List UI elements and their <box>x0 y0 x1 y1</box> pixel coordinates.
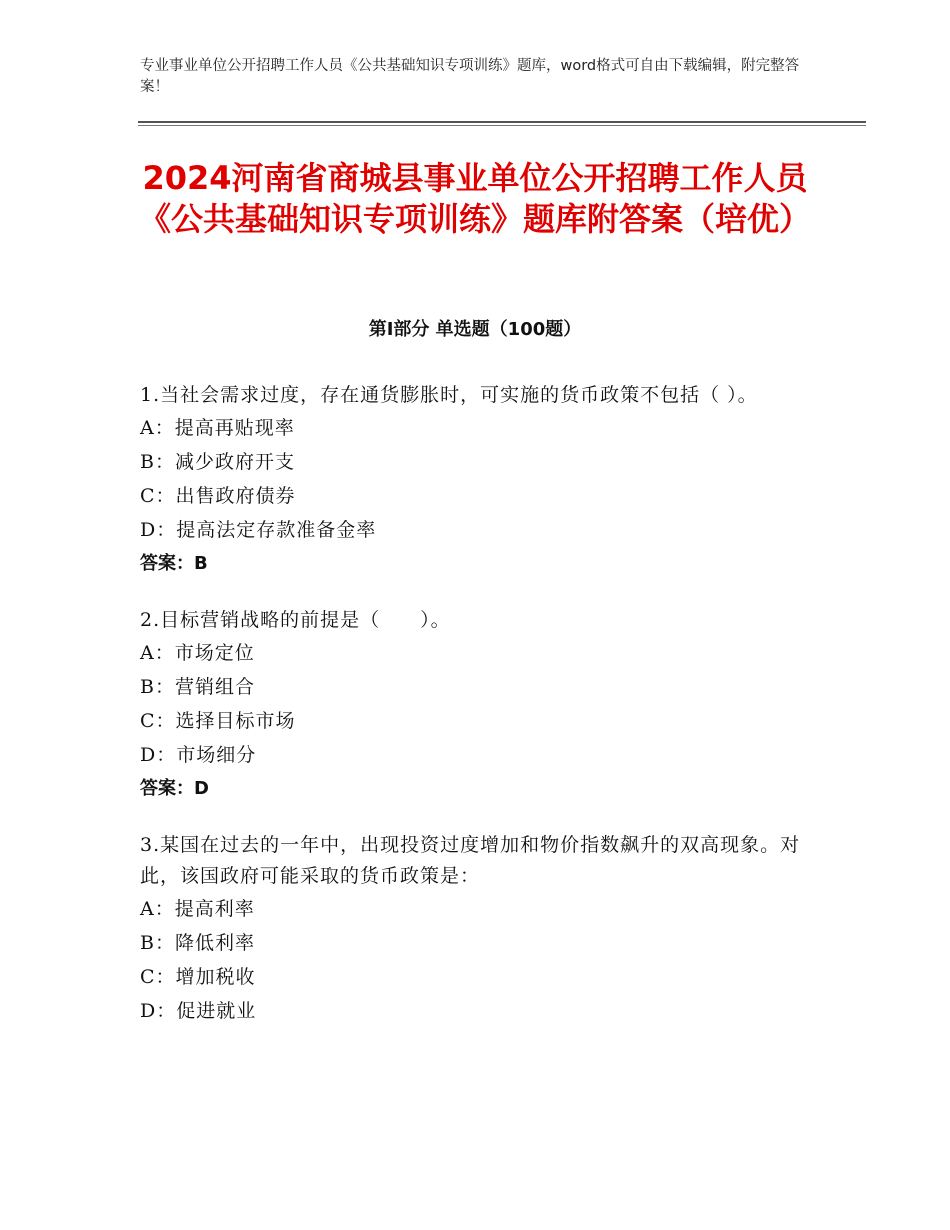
header-rule <box>138 121 866 123</box>
option-b: B：降低利率 <box>140 932 255 954</box>
section-title: 第Ⅰ部分 单选题（100题） <box>368 319 582 340</box>
option-b: B：减少政府开支 <box>140 451 295 473</box>
question-answer: 答案：D <box>140 778 209 799</box>
option-c: C：出售政府债券 <box>140 485 296 507</box>
question-answer: 答案：B <box>140 553 208 574</box>
option-a: A：提高利率 <box>140 898 255 920</box>
option-a: A：市场定位 <box>140 642 255 664</box>
question-1 <box>140 380 810 581</box>
option-c: C：增加税收 <box>140 966 256 988</box>
question-list <box>140 380 810 1052</box>
question-2 <box>140 605 810 806</box>
document-title: 2024河南省商城县事业单位公开招聘工作人员《公共基础知识专项训练》题库附答案（培优） <box>138 159 811 238</box>
header-note: 专业事业单位公开招聘工作人员《公共基础知识专项训练》题库，word格式可自由下载编辑，附完整答案！ <box>140 58 800 95</box>
question-stem: 1.当社会需求过度，存在通货膨胀时，可实施的货币政策不包括（ ）。 <box>140 384 758 406</box>
option-b: B：营销组合 <box>140 676 255 698</box>
option-d: D：市场细分 <box>140 744 257 766</box>
header-rule-thin <box>138 125 866 126</box>
question-stem: 3.某国在过去的一年中，出现投资过度增加和物价指数飙升的双高现象。对此，该国政府可能采取的货币政策是： <box>140 834 801 887</box>
option-d: D：提高法定存款准备金率 <box>140 519 377 541</box>
option-d: D：促进就业 <box>140 1000 257 1022</box>
question-stem: 2.目标营销战略的前提是（ ）。 <box>140 609 451 631</box>
option-a: A：提高再贴现率 <box>140 417 295 439</box>
option-c: C：选择目标市场 <box>140 710 296 732</box>
question-3 <box>140 830 810 1028</box>
